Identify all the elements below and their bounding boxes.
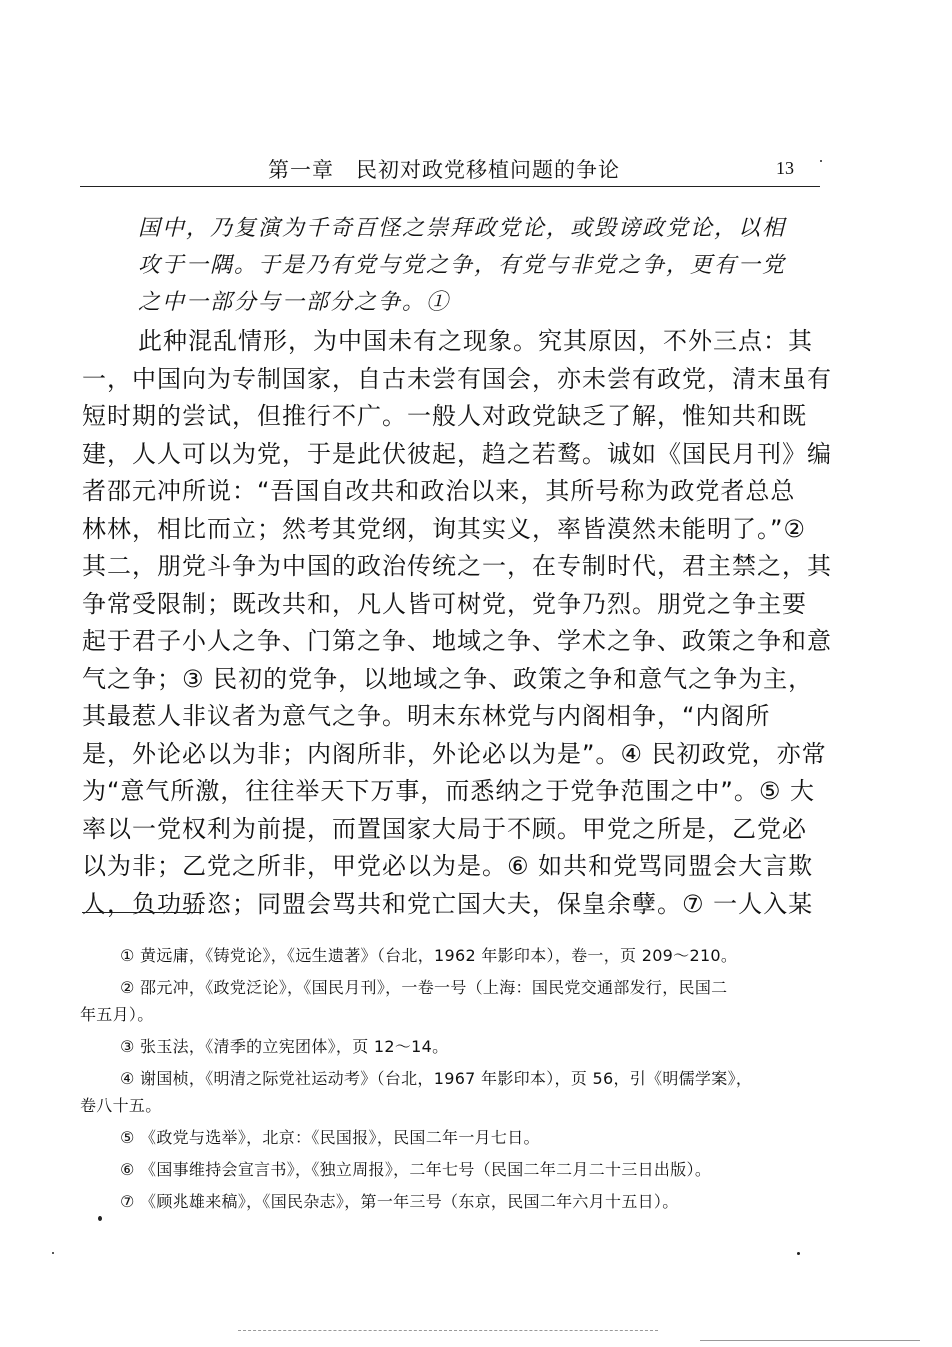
footnote-separator: [82, 912, 204, 913]
page-number: 13: [776, 158, 794, 178]
footnote-line: ③ 张玉法，《清季的立宪团体》，页 12～14。: [120, 1037, 449, 1056]
scan-artifact-line: [238, 1330, 658, 1331]
footnote-line: 卷八十五。: [80, 1096, 162, 1115]
footnote-line: ⑥ 《国事维持会宣言书》，《独立周报》，二年七号（民国二年二月二十三日出版）。: [120, 1160, 712, 1179]
footnote-line: 年五月）。: [80, 1005, 154, 1024]
body-line: 其二，朋党斗争为中国的政治传统之一，在专制时代，君主禁之，其: [82, 552, 832, 580]
running-header: [80, 146, 820, 187]
quote-line: 之中一部分与一部分之争。①: [138, 290, 451, 315]
footnote-3: [80, 1033, 822, 1060]
body-line: 其最惹人非议者为意气之争。明末东林党与内阁相争，“内阁所: [82, 702, 771, 730]
body-line: 一，中国向为专制国家，自古未尝有国会，亦未尝有政党，清末虽有: [82, 364, 832, 393]
footnote-5: [80, 1124, 822, 1151]
body-line: 建，人人可以为党，于是此伏彼起，趋之若鹜。诚如《国民月刊》编: [82, 439, 832, 468]
body-line: 者邵元冲所说：“吾国自改共和政治以来，其所号称为政党者总总: [82, 477, 796, 505]
chapter-title: 第一章 民初对政党移植问题的争论: [268, 158, 620, 182]
footnote-7: [80, 1188, 822, 1215]
quote-line: 攻于一隅。于是乃有党与党之争，有党与非党之争，更有一党: [138, 253, 787, 278]
scan-artifact-line: [700, 1340, 920, 1341]
footnote-2: [80, 974, 822, 1028]
body-line: 起于君子小人之争、门第之争、地域之争、学术之争、政策之争和意: [82, 627, 832, 655]
scan-speck: [820, 160, 822, 162]
body-line: 为“意气所激，往往举天下万事，而悉纳之于党争范围之中”。⑤ 大: [82, 777, 816, 805]
quotation-block: [138, 210, 820, 321]
footnote-line: ① 黄远庸，《铸党论》，《远生遗著》（台北，1962 年影印本），卷一，页 209～210。: [120, 946, 738, 965]
footnote-1: [80, 942, 822, 969]
body-line: 短时期的尝试，但推行不广。一般人对政党缺乏了解，惟知共和既: [82, 402, 807, 430]
body-line: 此种混乱情形，为中国未有之现象。究其原因，不外三点：其: [138, 327, 813, 355]
body-line: 率以一党权利为前提，而置国家大局于不顾。甲党之所是，乙党必: [82, 814, 807, 843]
body-line: 人，负功骄恣；同盟会骂共和党亡国大夫，保皇余孽。⑦ 一人入某: [82, 889, 814, 918]
footnote-6: [80, 1156, 822, 1183]
body-line: 是，外论必以为非；内阁所非，外论必以为是”。④ 民初政党，亦常: [82, 739, 827, 768]
quote-line: 国中，乃复演为千奇百怪之崇拜政党论，或毁谤政党论，以相: [138, 216, 787, 241]
body-line: 林林，相比而立；然考其党纲，询其实义，率皆漠然未能明了。”②: [82, 514, 806, 543]
footnote-line: ④ 谢国桢，《明清之际党社运动考》（台北，1967 年影印本），页 56，引《明儒学案》，: [120, 1069, 753, 1088]
footnote-4: [80, 1065, 822, 1119]
body-paragraph: [82, 323, 832, 923]
footnote-line: ⑦ 《顾兆雄来稿》，《国民杂志》，第一年三号（东京，民国二年六月十五日）。: [120, 1192, 679, 1211]
body-line: 气之争；③ 民初的党争，以地域之争、政策之争和意气之争为主，: [82, 664, 814, 693]
scan-speck: [98, 1216, 102, 1221]
footnotes: [80, 942, 822, 1215]
body-line: 以为非；乙党之所非，甲党必以为是。⑥ 如共和党骂同盟会大言欺: [82, 852, 814, 880]
body-line: 争常受限制；既改共和，凡人皆可树党，党争乃烈。朋党之争主要: [82, 589, 807, 618]
scan-speck: [52, 1252, 54, 1254]
footnote-line: ⑤ 《政党与选举》，北京：《民国报》，民国二年一月七日。: [120, 1128, 540, 1147]
footnote-line: ② 邵元冲，《政党泛论》，《国民月刊》，一卷一号（上海：国民党交通部发行，民国二: [120, 978, 728, 997]
scan-speck: [797, 1252, 800, 1255]
